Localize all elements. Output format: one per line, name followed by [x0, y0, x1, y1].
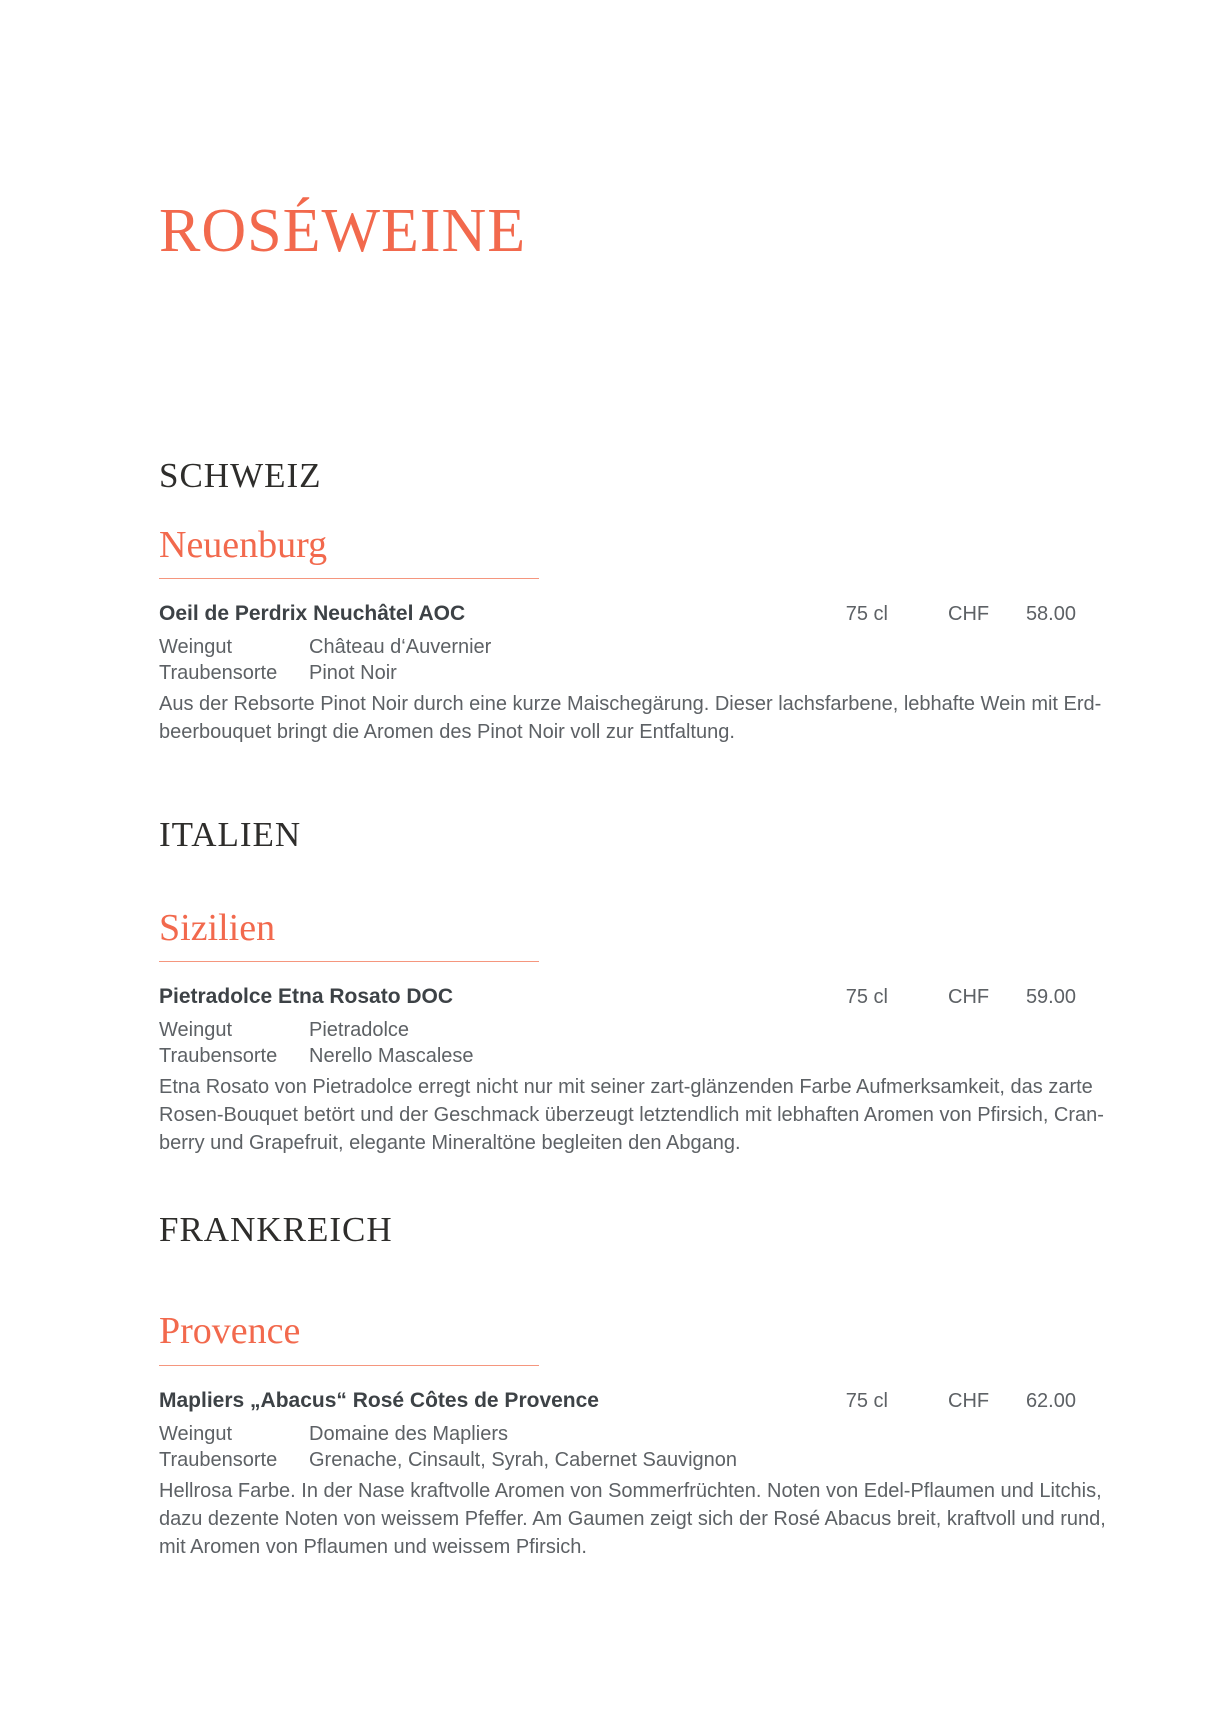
description-line: mit Aromen von Pflaumen und weissem Pfirsich. — [159, 1535, 587, 1558]
wine-price: 59.00 — [1025, 986, 1076, 1009]
description-line: Aus der Rebsorte Pinot Noir durch eine kurze Maischegärung. Dieser lachsfarbene, lebhafte Wein mit Erd- — [159, 693, 1102, 716]
winery-label: Weingut — [159, 636, 233, 659]
grape-row — [159, 1043, 1076, 1069]
winery-value: Pietradolce — [309, 1019, 410, 1042]
wine-details — [159, 1421, 1076, 1473]
grape-value: Pinot Noir — [309, 662, 397, 685]
wine-volume: 75 cl — [845, 986, 888, 1009]
description-line: Rosen-Bouquet betört und der Geschmack überzeugt letztendlich mit lebhaften Aromen von Pfirsich, Cran- — [159, 1104, 1104, 1127]
wine-currency-label: CHF — [948, 603, 990, 626]
region-heading-sizilien: Sizilien — [159, 906, 539, 963]
region-heading-neuenburg: Neuenburg — [159, 523, 539, 580]
country-heading-italien: ITALIEN — [159, 815, 302, 855]
wine-name: Mapliers „Abacus“ Rosé Côtes de Provence — [159, 1388, 599, 1412]
grape-label: Traubensorte — [159, 1045, 278, 1068]
wine-volume: 75 cl — [845, 603, 888, 626]
wine-header — [159, 982, 1076, 1012]
wine-description — [159, 1073, 1104, 1157]
wine-name: Oeil de Perdrix Neuchâtel AOC — [159, 602, 466, 626]
grape-row — [159, 660, 1076, 686]
page-title: ROSÉWEINE — [159, 197, 527, 265]
wine-name: Pietradolce Etna Rosato DOC — [159, 985, 454, 1009]
winery-row — [159, 1017, 1076, 1043]
description-line: Etna Rosato von Pietradolce erregt nicht nur mit seiner zart-glänzenden Farbe Aufmerksamkeit, das zarte — [159, 1076, 1093, 1099]
wine-currency-label: CHF — [948, 986, 990, 1009]
winery-row — [159, 1421, 1076, 1447]
wine-entry-mapliers-abacus — [159, 1386, 1106, 1561]
wine-entry-pietradolce — [159, 982, 1104, 1157]
wine-details — [159, 1017, 1076, 1069]
wine-entry-oeil-de-perdrix — [159, 599, 1102, 746]
winery-value: Château d‘Auvernier — [309, 636, 492, 659]
winery-value: Domaine des Mapliers — [309, 1422, 508, 1445]
wine-description — [159, 1477, 1106, 1561]
section-italien — [159, 812, 1104, 1157]
winery-row — [159, 634, 1076, 660]
winery-label: Weingut — [159, 1422, 233, 1445]
wine-volume: 75 cl — [845, 1389, 888, 1412]
wine-header — [159, 1386, 1076, 1416]
section-frankreich — [159, 1207, 1106, 1560]
region-heading-provence: Provence — [159, 1309, 539, 1366]
winery-label: Weingut — [159, 1019, 233, 1042]
grape-label: Traubensorte — [159, 1448, 278, 1471]
country-heading-frankreich: FRANKREICH — [159, 1210, 393, 1250]
wine-header — [159, 599, 1076, 629]
wine-currency-label: CHF — [948, 1389, 990, 1412]
grape-row — [159, 1447, 1076, 1473]
wine-details — [159, 634, 1076, 686]
description-line: dazu dezente Noten von weissem Pfeffer. Am Gaumen zeigt sich der Rosé Abacus breit, kraftvoll und rund, — [159, 1507, 1106, 1530]
grape-label: Traubensorte — [159, 662, 278, 685]
wine-price: 58.00 — [1025, 603, 1076, 626]
wine-description — [159, 690, 1102, 746]
description-line: berry und Grapefruit, elegante Mineraltöne begleiten den Abgang. — [159, 1132, 741, 1155]
description-line: Hellrosa Farbe. In der Nase kraftvolle Aromen von Sommerfrüchten. Noten von Edel-Pflaumen und Litchis, — [159, 1479, 1102, 1502]
grape-value: Nerello Mascalese — [309, 1045, 474, 1068]
description-line: beerbouquet bringt die Aromen des Pinot Noir voll zur Entfaltung. — [159, 721, 735, 744]
country-heading-schweiz: SCHWEIZ — [159, 456, 322, 496]
section-schweiz — [159, 453, 1102, 746]
wine-price: 62.00 — [1025, 1389, 1076, 1412]
grape-value: Grenache, Cinsault, Syrah, Cabernet Sauvignon — [309, 1448, 738, 1471]
